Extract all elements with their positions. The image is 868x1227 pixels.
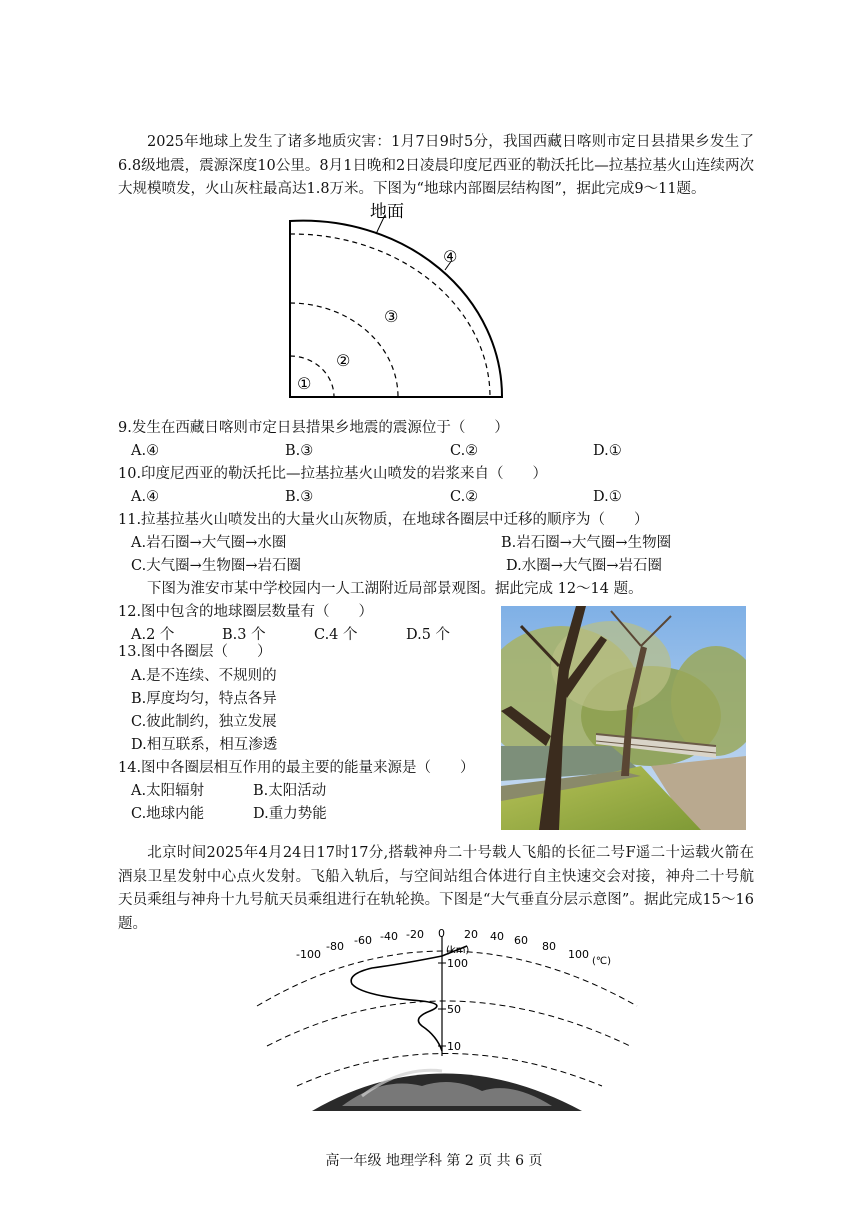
temp-tick--60: -60 <box>354 934 372 947</box>
q9-option-a: A.④ <box>131 443 160 459</box>
q9-option-b: B.③ <box>285 443 314 459</box>
temp-tick--80: -80 <box>326 940 344 953</box>
q11-option-a: A.岩石圈→大气圈→水圈 <box>131 535 287 551</box>
temp-tick--40: -40 <box>380 930 398 943</box>
q14-option-a: A.太阳辐射 <box>131 783 205 799</box>
height-tick-50: 50 <box>447 1003 461 1016</box>
temp-tick-100: 100 <box>568 948 589 961</box>
q13-option-d: D.相互联系，相互渗透 <box>131 737 278 753</box>
q11-option-b: B.岩石圈→大气圈→生物圈 <box>501 535 672 551</box>
q11-option-c: C.大气圈→生物圈→岩石圈 <box>131 558 301 574</box>
page-footer: 高一年级 地理学科 第 2 页 共 6 页 <box>325 1153 543 1169</box>
layer-label-1: ① <box>297 374 312 393</box>
temp-tick-80: 80 <box>542 940 556 953</box>
question-14: 14.图中各圈层相互作用的最主要的能量来源是（ ） <box>118 760 475 776</box>
question-11: 11.拉基拉基火山喷发出的大量火山灰物质，在地球各圈层中迁移的顺序为（ ） <box>118 512 649 528</box>
temp-tick--20: -20 <box>406 928 424 941</box>
intro-paragraph-1: 2025年地球上发生了诸多地质灾害：1月7日9时5分，我国西藏日喀则市定日县措果乡发生了6.8级地震，震源深度10公里。8月1日晚和2日凌晨印度尼西亚的勒沃托比—拉基拉基火山连续两次大规模喷发，火山灰柱最高达1.8万米。下图为“地球内部圈层结构图”，据此完成9～11题。 <box>118 134 754 197</box>
q11-option-d: D.水圈→大气圈→岩石圈 <box>506 558 663 574</box>
q9-option-d: D.① <box>593 443 622 459</box>
q10-option-d: D.① <box>593 489 622 505</box>
layer-label-2: ② <box>336 351 351 370</box>
atmosphere-layers-diagram <box>252 926 642 1111</box>
temp-tick-40: 40 <box>490 930 504 943</box>
layer-label-4: ④ <box>443 247 458 266</box>
q13-option-a: A.是不连续、不规则的 <box>131 668 277 684</box>
lake-landscape-photo <box>501 606 746 830</box>
q10-option-a: A.④ <box>131 489 160 505</box>
surface-label: 地面 <box>370 202 404 222</box>
question-12: 12.图中包含的地球圈层数量有（ ） <box>118 604 374 620</box>
question-10: 10.印度尼西亚的勒沃托比—拉基拉基火山喷发的岩浆来自（ ） <box>118 466 548 482</box>
question-9: 9.发生在西藏日喀则市定日县措果乡地震的震源位于（ ） <box>118 420 509 436</box>
question-13: 13.图中各圈层（ ） <box>118 644 272 660</box>
q10-option-b: B.③ <box>285 489 314 505</box>
q12-option-a: A.2 个 <box>131 627 175 643</box>
height-tick-10: 10 <box>447 1040 461 1053</box>
q9-option-c: C.② <box>450 443 479 459</box>
q10-option-c: C.② <box>450 489 479 505</box>
q14-option-b: B.太阳活动 <box>253 783 327 799</box>
temp-tick-0: 0 <box>438 927 445 940</box>
q14-option-c: C.地球内能 <box>131 806 205 822</box>
q14-option-d: D.重力势能 <box>253 806 327 822</box>
q13-option-c: C.彼此制约，独立发展 <box>131 714 277 730</box>
q13-option-b: B.厚度均匀，特点各异 <box>131 691 277 707</box>
layer-label-3: ③ <box>384 307 399 326</box>
temp-tick-20: 20 <box>464 928 478 941</box>
height-unit-label: (km) <box>446 945 470 956</box>
temp-tick-60: 60 <box>514 934 528 947</box>
q12-option-c: C.4 个 <box>314 627 358 643</box>
earth-interior-diagram <box>280 198 520 402</box>
q12-option-d: D.5 个 <box>406 627 451 643</box>
temp-tick--100: -100 <box>296 948 321 961</box>
temp-unit-label: (℃) <box>592 956 612 967</box>
q12-option-b: B.3 个 <box>222 627 266 643</box>
height-tick-100: 100 <box>447 957 468 970</box>
intro-paragraph-2: 下图为淮安市某中学校园内一人工湖附近局部景观图。据此完成 12～14 题。 <box>147 581 643 597</box>
intro-paragraph-3: 北京时间2025年4月24日17时17分,搭载神舟二十号载人飞船的长征二号F遥二十运载火箭在酒泉卫星发射中心点火发射。飞船入轨后，与空间站组合体进行自主快速交会对接，神舟二十号航天员乘组与神舟十九号航天员乘组进行在轨轮换。下图是“大气垂直分层示意图”。据此完成15～16题。 <box>118 845 754 932</box>
